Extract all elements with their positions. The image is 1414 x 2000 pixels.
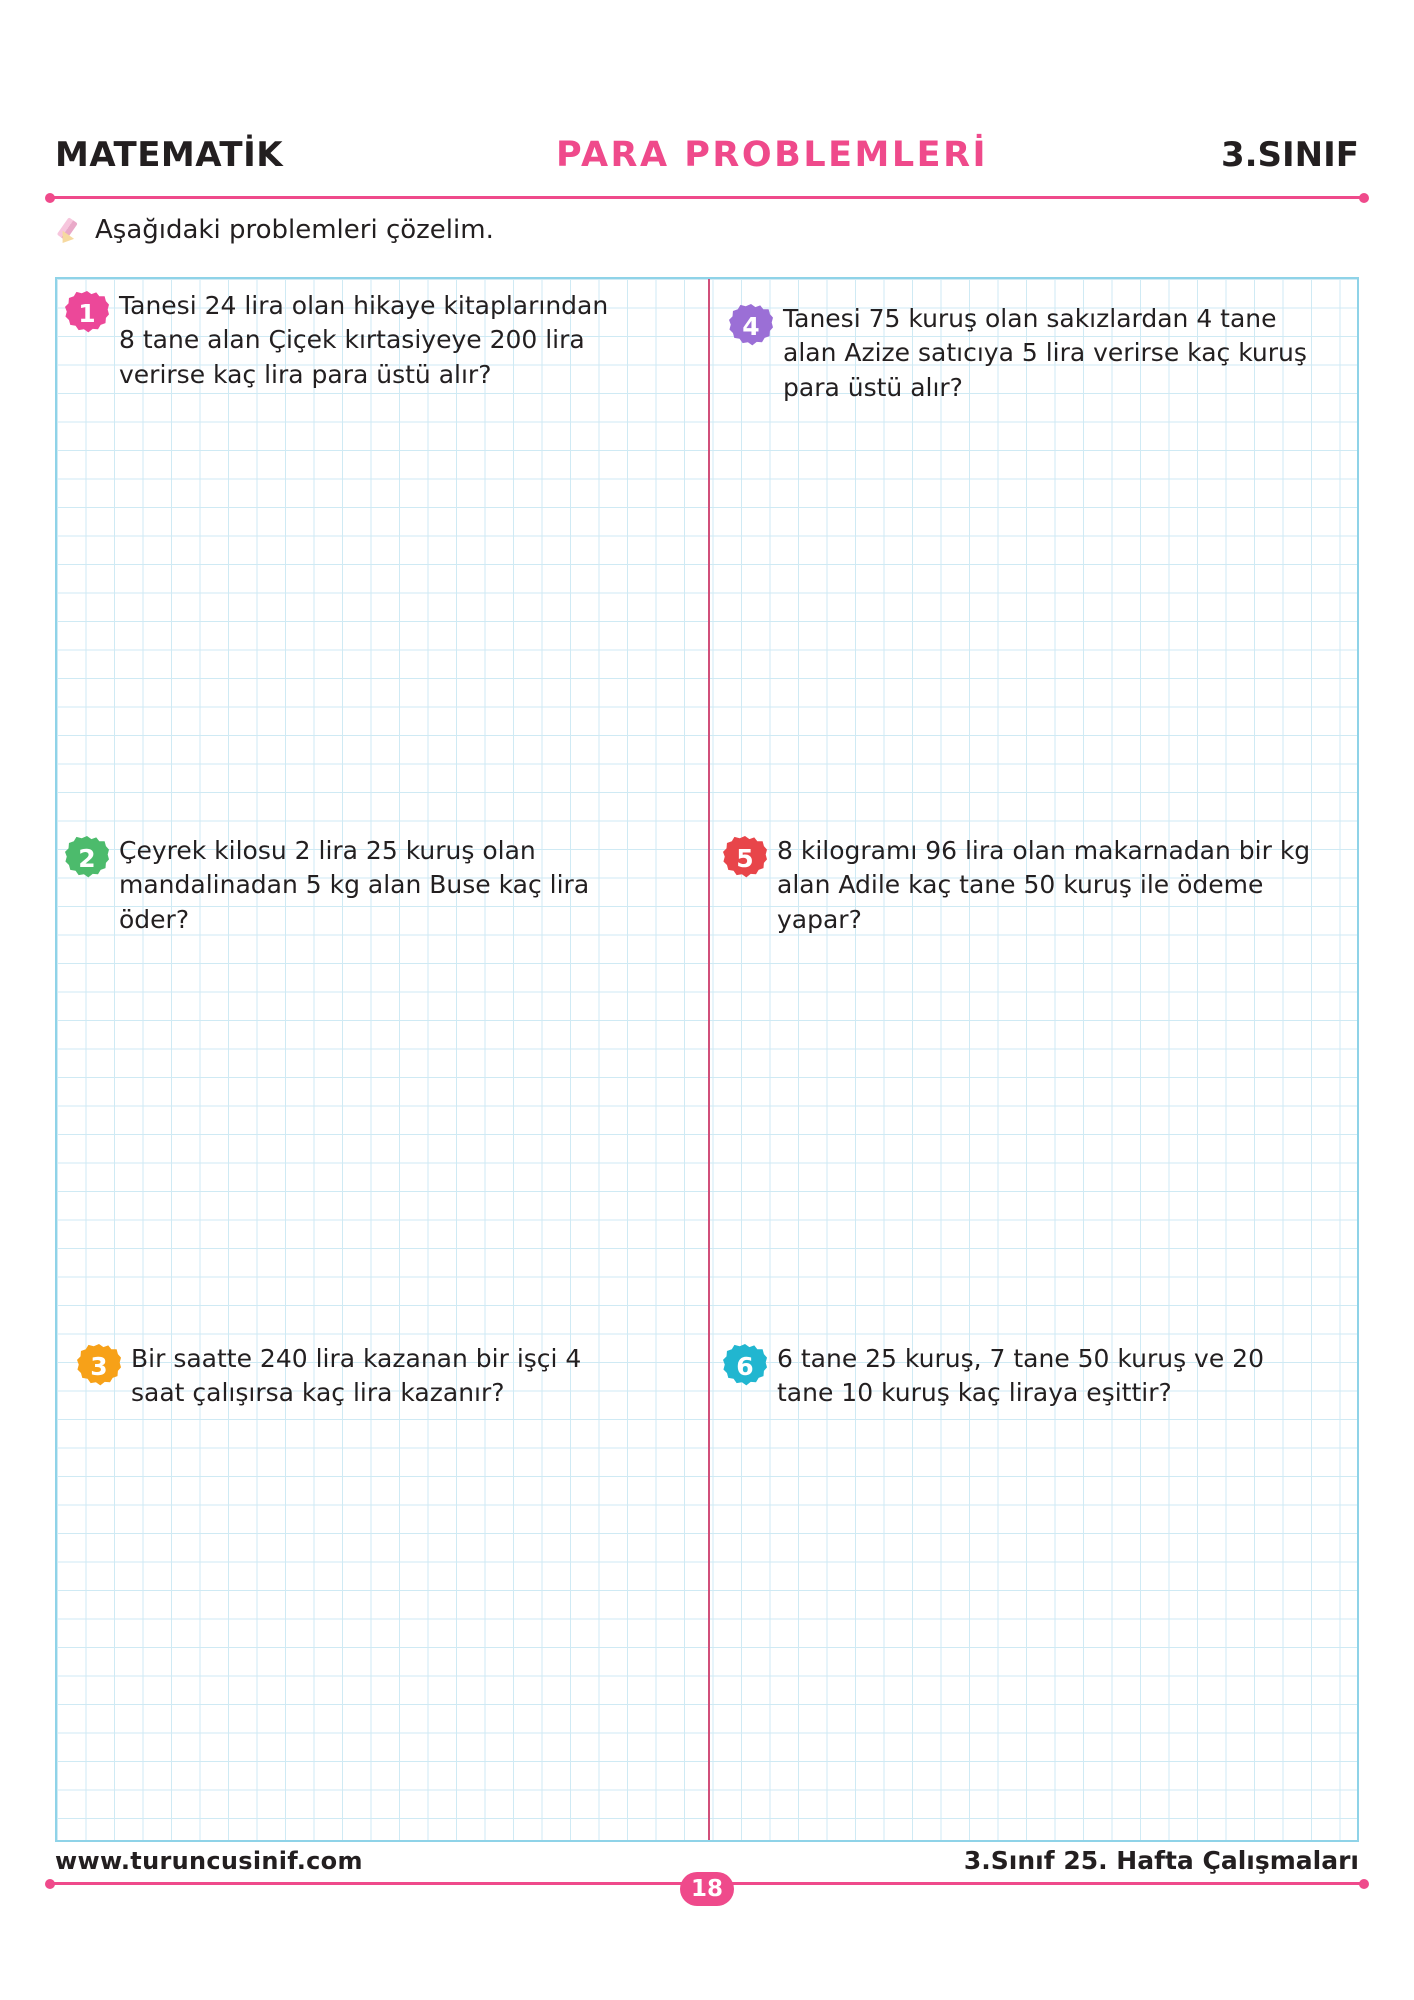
question-4 — [729, 302, 1309, 405]
page-number-badge: 18 — [680, 1872, 734, 1906]
question-6 — [723, 1342, 1313, 1411]
question-5 — [723, 834, 1313, 937]
question-text: Tanesi 75 kuruş olan sakızlardan 4 tane alan Azize satıcıya 5 lira verirse kaç kuruş para üstü alır? — [783, 304, 1307, 402]
page-header — [55, 128, 1359, 182]
question-3 — [77, 1342, 617, 1411]
grid-sheet — [55, 277, 1359, 1842]
grade-label: 3.SINIF — [1220, 135, 1359, 175]
question-text: Tanesi 24 lira olan hikaye kitaplarından 8 tane alan Çiçek kırtasiyeye 200 lira verirse kaç lira para üstü alır? — [119, 291, 609, 389]
page-title: PARA PROBLEMLERİ — [556, 135, 989, 175]
question-text: Çeyrek kilosu 2 lira 25 kuruş olan mandalinadan 5 kg alan Buse kaç lira öder? — [119, 836, 590, 934]
question-number-badge: 3 — [77, 1344, 121, 1388]
website-link[interactable]: www.turuncusinif.com — [55, 1846, 363, 1875]
question-number-badge: 6 — [723, 1344, 767, 1388]
page-footer — [55, 1846, 1359, 1875]
question-1 — [65, 289, 610, 392]
instruction-text: Aşağıdaki problemleri çözelim. — [95, 215, 494, 245]
question-number-badge: 5 — [723, 836, 767, 880]
question-text: Bir saatte 240 lira kazanan bir işçi 4 saat çalışırsa kaç lira kazanır? — [131, 1344, 582, 1408]
question-text: 6 tane 25 kuruş, 7 tane 50 kuruş ve 20 tane 10 kuruş kaç liraya eşittir? — [777, 1344, 1264, 1408]
header-divider — [50, 196, 1364, 199]
pencil-icon — [53, 213, 88, 248]
instruction-row — [55, 215, 494, 245]
question-number-badge: 1 — [65, 291, 109, 335]
footer-note: 3.Sınıf 25. Hafta Çalışmaları — [963, 1846, 1359, 1875]
column-divider — [708, 279, 710, 1840]
question-text: 8 kilogramı 96 lira olan makarnadan bir kg alan Adile kaç tane 50 kuruş ile ödeme yapar? — [777, 836, 1311, 934]
subject-title: MATEMATİK — [55, 135, 284, 175]
question-number-badge: 2 — [65, 836, 109, 880]
question-number-badge: 4 — [729, 304, 773, 348]
question-2 — [65, 834, 613, 937]
